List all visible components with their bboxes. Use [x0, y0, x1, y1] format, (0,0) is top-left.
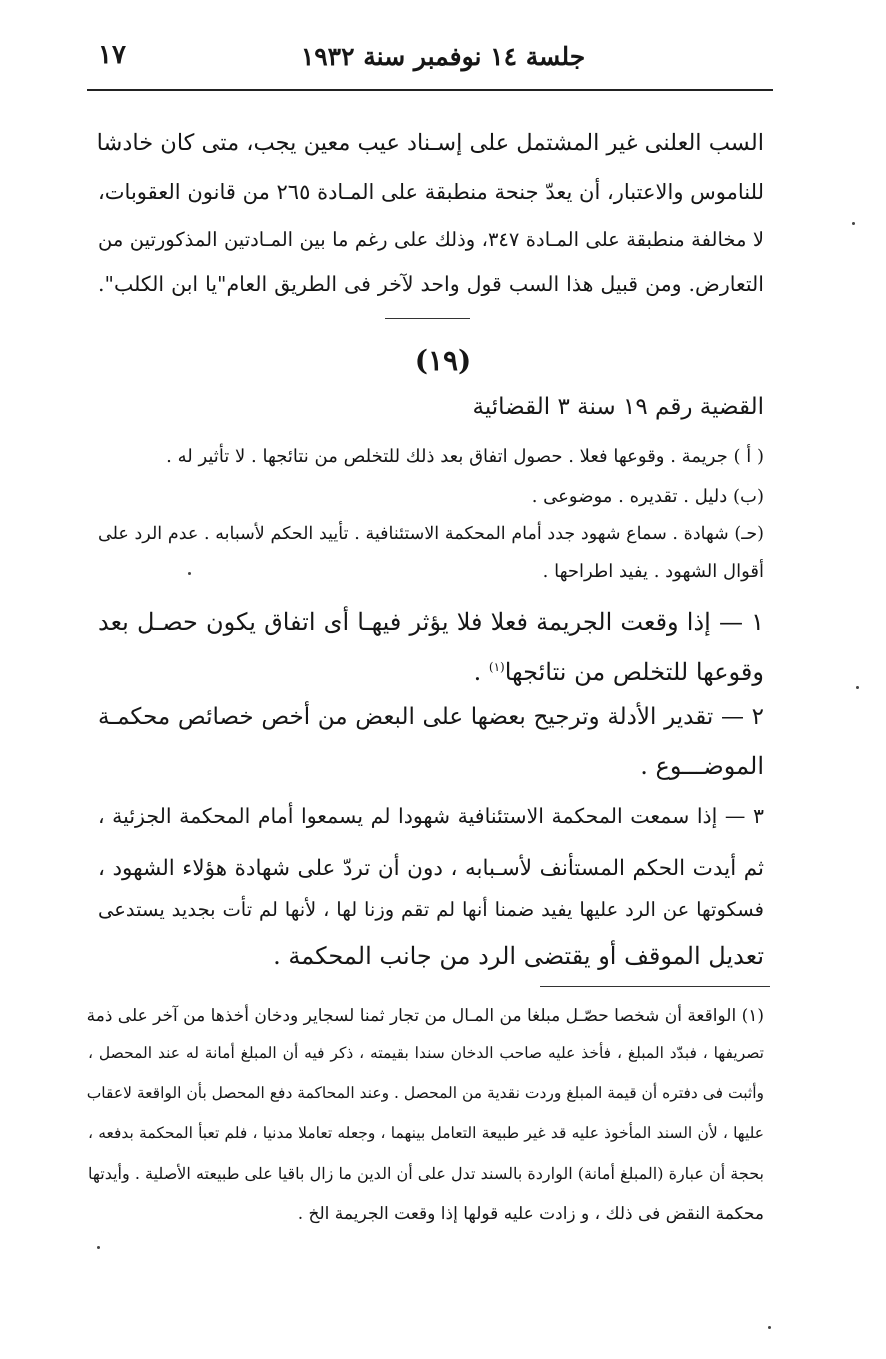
footnote-line: محكمة النقض فى ذلك ، و زادت عليه قولها إذا وقعت الجريمة الخ . [297, 1204, 764, 1224]
case-title: القضية رقم ١٩ سنة ٣ القضائية [472, 394, 764, 420]
intro-line: السب العلنى غير المشتمل على إسـناد عيب معين يجب، متى كان خادشا [96, 130, 764, 156]
rule-2-line: الموضـــوع . [640, 752, 764, 780]
rule-1-line: ١ — إذا وقعت الجريمة فعلا فلا يؤثر فيهـا أى اتفاق يكون حصـل بعد [98, 608, 764, 636]
summary-item-b: (ب) دليل . تقديره . موضوعى . [531, 486, 764, 507]
rule-2-line: ٢ — تقدير الأدلة وترجيح بعضها على البعض من أخص خصائص محكمـة [98, 704, 764, 730]
scan-speck [97, 1246, 100, 1249]
summary-item-a: ( أ ) جريمة . وقوعها فعلا . حصول اتفاق بعد ذلك للتخلص من نتائجها . لا تأثير له . [166, 446, 764, 467]
footnote-separator [540, 986, 770, 987]
intro-line: لا مخالفة منطبقة على المـادة ٣٤٧، وذلك على رغم ما بين المـادتين المذكورتين من [98, 228, 764, 251]
case-number: (١٩) [414, 344, 472, 377]
footnote-line: (١) الواقعة أن شخصا حصّـل مبلغا من المـال من تجار ثمنا لسجاير ودخان أخذها من آخر على ذمة [86, 1006, 764, 1026]
footnote-line: عليها ، لأن السند المأخوذ عليه قد غير طبيعة التعامل بينهما ، وجعله تعاملا مدنيا ، فلم تعبأ المحكمة بدفعه ، [88, 1124, 764, 1142]
page-number: ١٧ [98, 40, 126, 70]
rule-3-line: تعديل الموقف أو يقتضى الرد من جانب المحكمة . [273, 942, 764, 970]
header-title: جلسة ١٤ نوفمبر سنة ١٩٣٢ [300, 42, 586, 71]
rule-3-line: ٣ — إذا سمعت المحكمة الاستئنافية شهودا لم يسمعوا أمام المحكمة الجزئية ، [98, 804, 764, 828]
scan-speck [768, 1326, 771, 1329]
rule-1-line [474, 658, 764, 686]
footnote-line: تصريفها ، فبدّد المبلغ ، فأخذ عليه صاحب الدخان سندا بقيمته ، ذكر فيه أن المبلغ أمانة له عند المحصل ، [88, 1044, 764, 1062]
intro-line: للناموس والاعتبار، أن يعدّ جنحة منطبقة على المـادة ٢٦٥ من قانون العقوبات، [98, 180, 764, 204]
rule-1-end: . [473, 658, 489, 686]
footnote-reference: (١) [488, 660, 505, 674]
header-rule [87, 89, 773, 91]
intro-line: التعارض. ومن قبيل هذا السب قول واحد لآخر فى الطريق العام"يا ابن الكلب". [98, 272, 764, 296]
section-separator [385, 318, 470, 319]
scan-speck [188, 572, 191, 575]
rule-3-line: ثم أيدت الحكم المستأنف لأسـبابه ، دون أن تردّ على شهادة هؤلاء الشهود ، [98, 856, 764, 881]
scan-speck [856, 686, 859, 689]
scan-speck [852, 222, 855, 225]
summary-item-c: (حـ) شهادة . سماع شهود جدد أمام المحكمة الاستئنافية . تأييد الحكم لأسبابه . عدم الرد على [98, 524, 764, 544]
rule-1-text: وقوعها للتخلص من نتائجها [504, 658, 764, 686]
footnote-line: بحجة أن عبارة (المبلغ أمانة) الواردة بالسند تدل على أن الدين ما زال باقيا على طبيعته الأصلية . وأيدتها [88, 1164, 764, 1183]
summary-item-c-continued: أقوال الشهود . يفيد اطراحها . [542, 561, 764, 582]
rule-3-line: فسكوتها عن الرد عليها يفيد ضمنا أنها لم تقم وزنا لها ، لأنها لم تأت بجديد يستدعى [98, 898, 764, 921]
footnote-line: وأثبت فى دفتره أن قيمة المبلغ وردت نقدية من المحصل . وعند المحاكمة دفع المحصل بأن الواقعة لاعقاب [86, 1084, 764, 1102]
